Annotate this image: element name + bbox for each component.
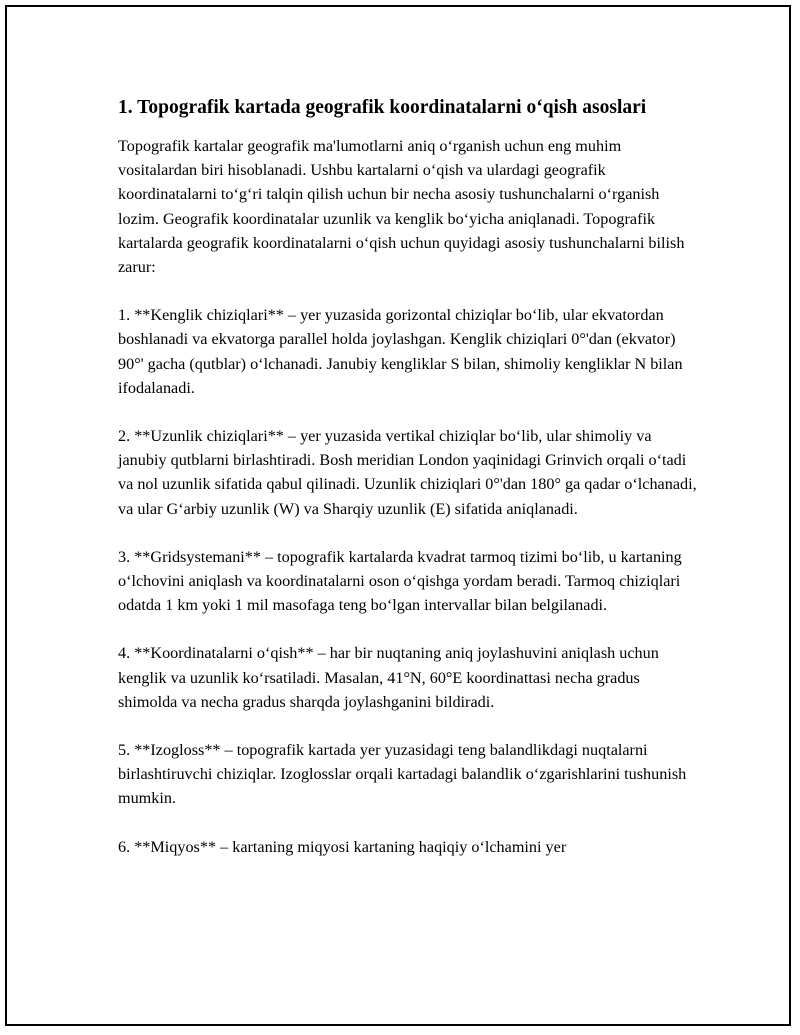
paragraph-kenglik: 1. **Kenglik chiziqlari** – yer yuzasida gorizontal chiziqlar bo‘lib, ular ekvatordan boshlanadi va ekvatorga parallel holda joylashgan. Kenglik chiziqlari 0°'dan (ekvator) 90°' gacha (qutblar) o‘lchanadi. Janubiy kengliklar S bilan, shimoliy kengliklar N bilan ifodalanadi. bbox=[118, 306, 683, 397]
intro-paragraph: Topografik kartalar geografik ma'lumotlarni aniq o‘rganish uchun eng muhim vositalardan biri hisoblanadi. Ushbu kartalarni o‘qish va ulardagi geografik koordinatalarni to‘g‘ri talqin qilish uchun bir necha asosiy tushunchalarni o‘rganish lozim. Geografik koordinatalar uzunlik va kenglik bo‘yicha aniqlanadi. Topografik kartalarda geografik koordinatalarni o‘qish uchun quyidagi asosiy tushunchalarni bilish zarur: bbox=[118, 137, 685, 277]
paragraph-koordinatalar: 4. **Koordinatalarni o‘qish** – har bir nuqtaning aniq joylashuvini aniqlash uchun kenglik va uzunlik ko‘rsatiladi. Masalan, 41°N, 60°E koordinattasi necha gradus shimolda va necha gradus sharqda joylashganini bildiradi. bbox=[118, 644, 659, 711]
document-title: 1. Topografik kartada geografik koordinatalarni o‘qish asoslari bbox=[118, 97, 647, 118]
paragraph-izogloss: 5. **Izogloss** – topografik kartada yer yuzasidagi teng balandlikdagi nuqtalarni birlashtiruvchi chiziqlar. Izoglosslar orqali kartadagi balandlik o‘zgarishlarini tushunish mumkin. bbox=[118, 741, 687, 808]
paragraph-uzunlik: 2. **Uzunlik chiziqlari** – yer yuzasida vertikal chiziqlar bo‘lib, ular shimoliy va janubiy qutblarni birlashtiradi. Bosh meridian London yaqinidagi Grinvich orqali o‘tadi va nol uzunlik sifatida qabul qilinadi. Uzunlik chiziqlari 0°'dan 180° ga qadar o‘lchanadi, va ular G‘arbiy uzunlik (W) va Sharqiy uzunlik (E) sifatida aniqlanadi. bbox=[118, 427, 697, 518]
paragraph-miqyos: 6. **Miqyos** – kartaning miqyosi kartaning haqiqiy o‘lchamini yer bbox=[118, 837, 567, 856]
paragraph-grid: 3. **Gridsystemani** – topografik kartalarda kvadrat tarmoq tizimi bo‘lib, u kartaning o‘lchovini aniqlash va koordinatalarni oson o‘qishga yordam beradi. Tarmoq chiziqlari odatda 1 km yoki 1 mil masofaga teng bo‘lgan intervallar bilan belgilanadi. bbox=[118, 547, 682, 615]
document-body bbox=[118, 94, 698, 883]
